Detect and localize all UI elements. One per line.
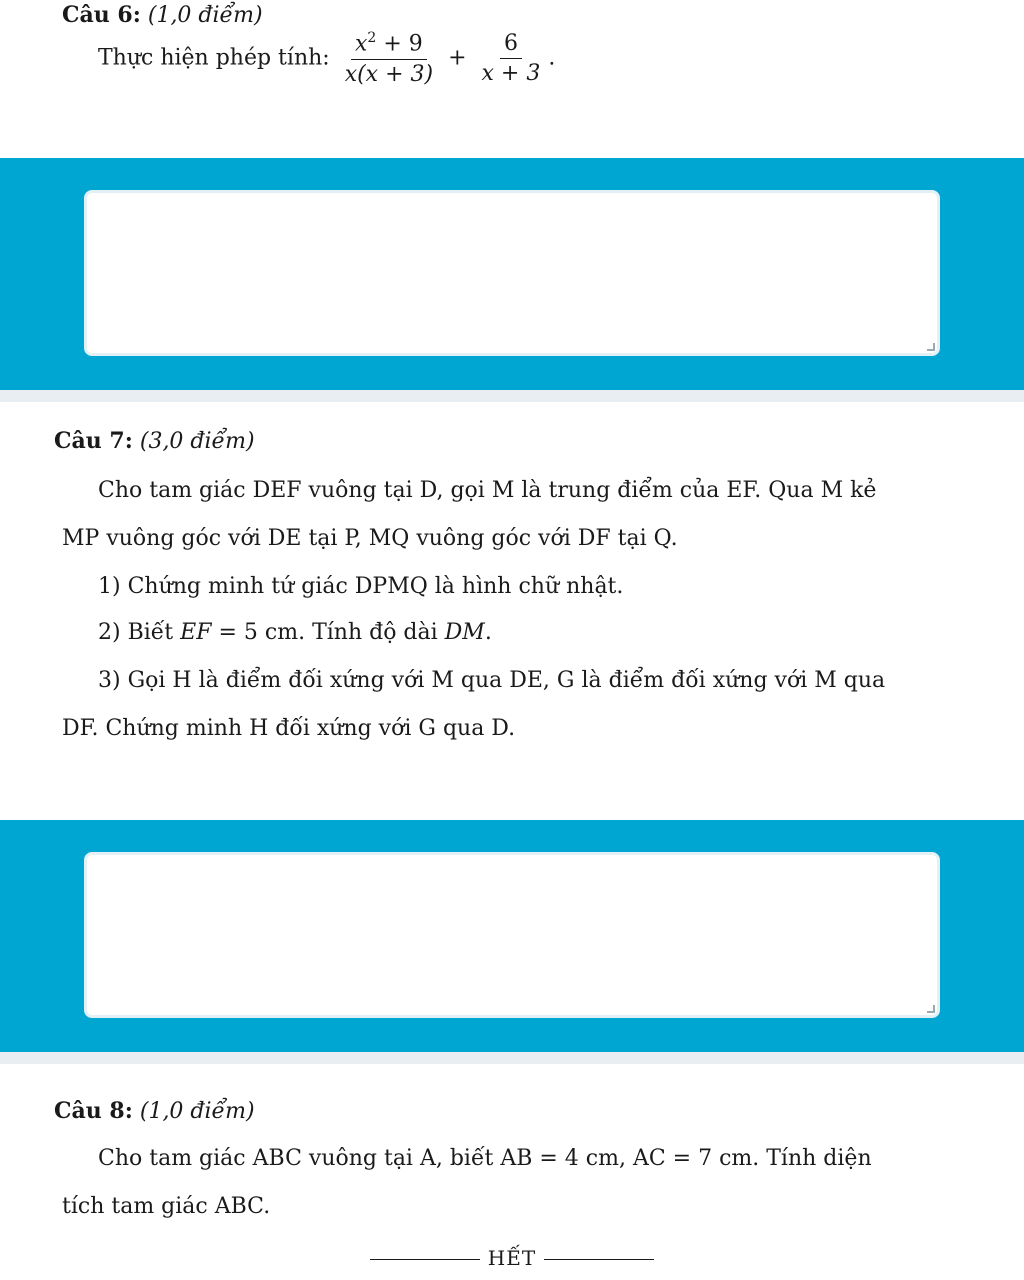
question-7-item-2: 2) Biết EF = 5 cm. Tính độ dài DM.: [98, 620, 492, 645]
question-7: [0, 402, 1024, 820]
question-6-prompt: Thực hiện phép tính: $\frac{x^2 + 9}{x(x + 3)}$ + $\frac{6}{x + 3}$ .: [98, 30, 556, 87]
fraction-2: $\frac{6}{x + 3}$: [481, 30, 541, 86]
resize-grip-icon[interactable]: [927, 1005, 935, 1013]
question-7-line-1: Cho tam giác DEF vuông tại D, gọi M là trung điểm của EF. Qua M kẻ: [98, 478, 877, 503]
question-6-label: Câu 6:: [62, 2, 141, 28]
question-8-points: (1,0 điểm): [139, 1099, 255, 1124]
question-6-title: [62, 2, 263, 28]
question-7-item-3-line-1: 3) Gọi H là điểm đối xứng với M qua DE, G là điểm đối xứng với M qua: [98, 668, 886, 693]
question-6-points: (1,0 điểm): [147, 3, 263, 28]
end-rule-left: [370, 1259, 480, 1260]
fraction-1: $\frac{x^2 + 9}{x(x + 3)}$: [344, 30, 434, 87]
question-7-item-3-line-2: DF. Chứng minh H đối xứng với G qua D.: [62, 716, 516, 741]
question-7-title: [54, 428, 255, 454]
question-8-title: [54, 1098, 255, 1124]
answer-band-2: [0, 820, 1024, 1052]
end-marker: [0, 1246, 1024, 1270]
question-8-line-1: Cho tam giác ABC vuông tại A, biết AB = 4 cm, AC = 7 cm. Tính diện: [98, 1146, 872, 1171]
end-rule-right: [544, 1259, 654, 1260]
question-6: [0, 0, 1024, 158]
end-text: HẾT: [487, 1246, 537, 1270]
resize-grip-icon[interactable]: [927, 343, 935, 351]
question-7-points: (3,0 điểm): [139, 429, 255, 454]
question-6-prompt-text: Thực hiện phép tính:: [98, 45, 330, 71]
plus-sign: +: [448, 45, 467, 71]
question-8-label: Câu 8:: [54, 1098, 133, 1124]
separator: [0, 1052, 1024, 1064]
question-7-item-1: 1) Chứng minh tứ giác DPMQ là hình chữ nhật.: [98, 574, 624, 599]
answer-band-1: [0, 158, 1024, 390]
question-7-label: Câu 7:: [54, 428, 133, 454]
answer-input-2[interactable]: [84, 852, 940, 1018]
answer-input-1[interactable]: [84, 190, 940, 356]
separator: [0, 390, 1024, 402]
question-8-line-2: tích tam giác ABC.: [62, 1194, 271, 1219]
question-7-line-2: MP vuông góc với DE tại P, MQ vuông góc với DF tại Q.: [62, 526, 678, 551]
